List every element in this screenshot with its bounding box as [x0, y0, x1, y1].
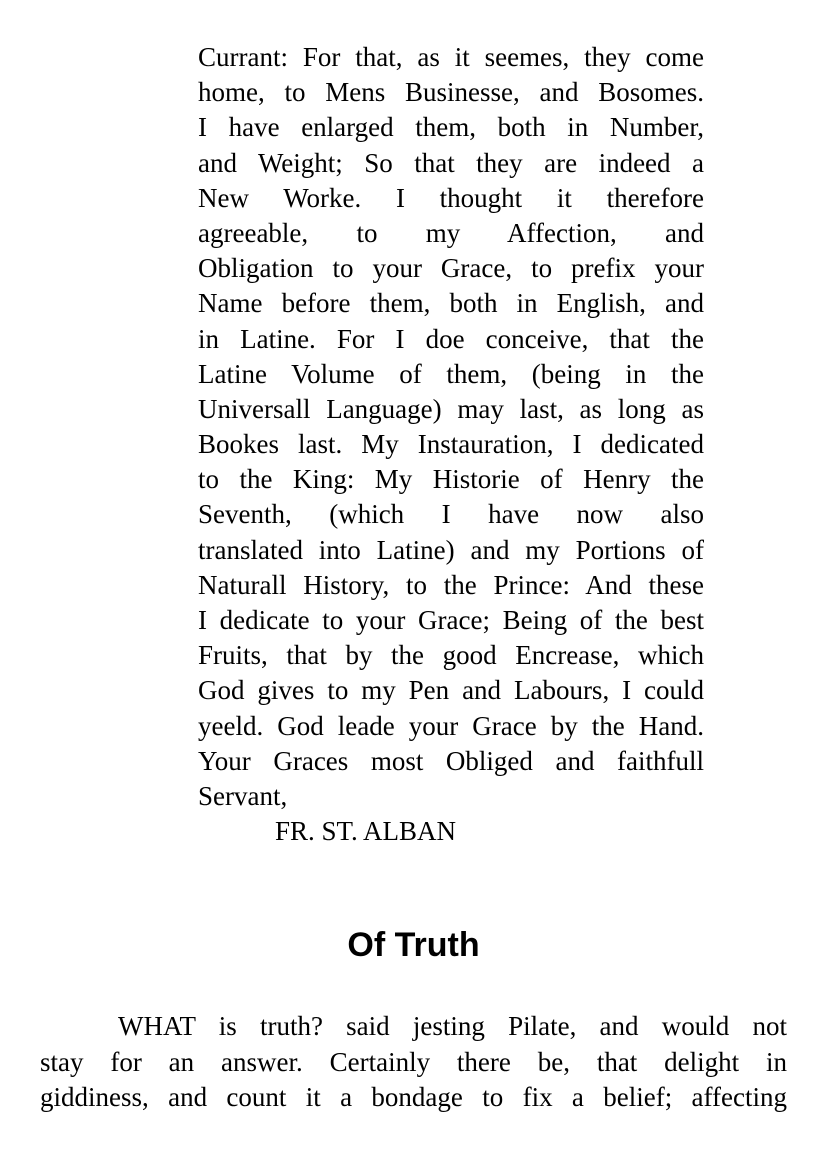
dedication-line: God gives to my Pen and Labours, I could	[198, 675, 704, 706]
body-line: stay for an answer. Certainly there be, that delight in	[40, 1046, 787, 1077]
dedication-signature: FR. ST. ALBAN	[275, 816, 457, 847]
dedication-line: New Worke. I thought it therefore	[198, 182, 704, 213]
dedication-line: Currant: For that, as it seemes, they come	[198, 42, 704, 72]
chapter-body	[40, 1009, 787, 1116]
dedication-line: in Latine. For I doe conceive, that the	[198, 323, 704, 354]
dedication-line: agreeable, to my Affection, and	[198, 217, 704, 248]
dedication-line: Servant,	[198, 780, 288, 811]
dedication-line: Fruits, that by the good Encrease, which	[198, 640, 704, 671]
dedication-line: Latine Volume of them, (being in the	[198, 358, 704, 389]
dedication-line: to the King: My Historie of Henry the	[198, 464, 704, 495]
dedication-line: Name before them, both in English, and	[198, 288, 704, 319]
dedication-line: home, to Mens Businesse, and Bosomes.	[198, 77, 704, 108]
dedication-line: Bookes last. My Instauration, I dedicated	[198, 429, 704, 460]
dedication-line: Naturall History, to the Prince: And these	[198, 569, 704, 600]
dedication-line: Your Graces most Obliged and faithfull	[198, 745, 704, 776]
dedication-line: Seventh, (which I have now also	[198, 499, 704, 530]
dedication-line: and Weight; So that they are indeed a	[198, 147, 704, 178]
dedication-line: yeeld. God leade your Grace by the Hand.	[198, 710, 704, 741]
dedication-line: Obligation to your Grace, to prefix your	[198, 253, 704, 284]
dedication-line: Universall Language) may last, as long as	[198, 393, 704, 424]
dedication-line: translated into Latine) and my Portions of	[198, 534, 704, 565]
body-line: WHAT is truth? said jesting Pilate, and would not	[118, 1011, 787, 1041]
body-line: giddiness, and count it a bondage to fix a belief; affecting	[40, 1082, 787, 1112]
chapter-title: Of Truth	[347, 926, 480, 964]
dedication-line: I dedicate to your Grace; Being of the best	[198, 605, 704, 635]
dedication-letter	[198, 40, 704, 849]
dedication-line: I have enlarged them, both in Number,	[198, 112, 704, 143]
